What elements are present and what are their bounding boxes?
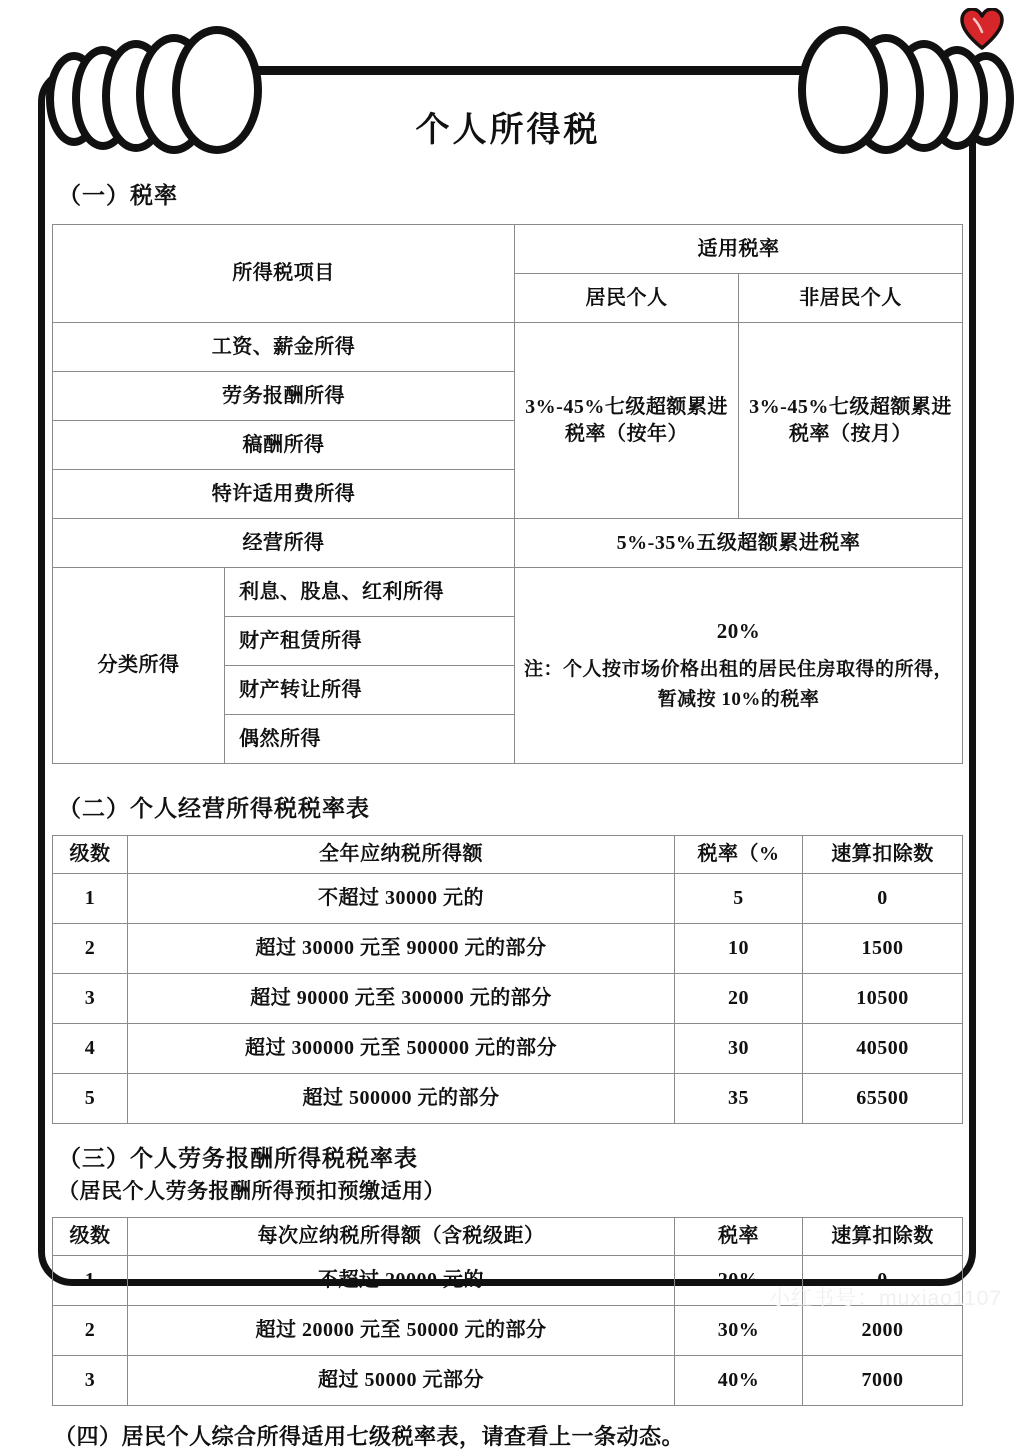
cell-level: 2 [53, 1306, 128, 1356]
col-header-bracket: 每次应纳税所得额（含税级距） [128, 1218, 675, 1256]
cell-deduction: 0 [803, 1256, 963, 1306]
cell-bracket: 不超过 30000 元的 [128, 874, 675, 924]
header-applicable-rate: 适用税率 [515, 225, 963, 274]
table-row [53, 1074, 963, 1124]
watermark-text: 小红书号：muxiao1107 [769, 1287, 1002, 1310]
cell-level: 3 [53, 1356, 128, 1406]
col-header-bracket: 全年应纳税所得额 [128, 836, 675, 874]
table-header-row [53, 836, 963, 874]
cell-level: 4 [53, 1024, 128, 1074]
table-row [53, 874, 963, 924]
cell-deduction: 1500 [803, 924, 963, 974]
table-row [53, 225, 963, 274]
cell-level: 2 [53, 924, 128, 974]
classified-rate-note [515, 568, 963, 764]
classified-item-incidental: 偶然所得 [225, 715, 515, 764]
business-income-rate-table [52, 835, 963, 1124]
cell-rate: 35 [675, 1074, 803, 1124]
cell-bracket: 超过 300000 元至 500000 元的部分 [128, 1024, 675, 1074]
resident-rate-value: 3%-45%七级超额累进税率（按年） [515, 323, 739, 519]
cell-deduction: 7000 [803, 1356, 963, 1406]
classified-item-property-lease: 财产租赁所得 [225, 617, 515, 666]
cell-rate: 10 [675, 924, 803, 974]
section-3-subheading: （居民个人劳务报酬所得预扣预缴适用） [58, 1179, 445, 1203]
cell-level: 1 [53, 1256, 128, 1306]
business-rate-value: 5%-35%五级超额累进税率 [515, 519, 963, 568]
cell-rate: 30% [675, 1306, 803, 1356]
col-header-rate: 税率 [675, 1218, 803, 1256]
income-item-royalty-author: 稿酬所得 [53, 421, 515, 470]
cell-bracket: 超过 50000 元部分 [128, 1356, 675, 1406]
cell-rate: 20% [675, 1256, 803, 1306]
classified-income-group-label: 分类所得 [53, 568, 225, 764]
income-item-franchise: 特许适用费所得 [53, 470, 515, 519]
income-item-salary: 工资、薪金所得 [53, 323, 515, 372]
header-nonresident: 非居民个人 [739, 274, 963, 323]
table-row [53, 568, 963, 617]
cell-deduction: 65500 [803, 1074, 963, 1124]
heart-icon [960, 8, 1004, 50]
classified-rate-note-text: 注：个人按市场价格出租的居民住房取得的所得，暂减按 10%的税率 [523, 658, 953, 711]
page-content [52, 84, 964, 1451]
section-4-note: （四）居民个人综合所得适用七级税率表，请查看上一条动态。 [54, 1424, 685, 1449]
page-title: 个人所得税 [415, 112, 601, 149]
cell-deduction: 10500 [803, 974, 963, 1024]
cell-rate: 40% [675, 1356, 803, 1406]
cell-deduction: 40500 [803, 1024, 963, 1074]
section-2-heading: （二）个人经营所得税税率表 [58, 796, 370, 821]
col-header-level: 级数 [53, 836, 128, 874]
col-header-level: 级数 [53, 1218, 128, 1256]
table-row [53, 323, 963, 372]
header-income-item: 所得税项目 [53, 225, 515, 323]
table-row [53, 924, 963, 974]
section-1-heading: （一）税率 [58, 183, 178, 208]
col-header-rate: 税率（% [675, 836, 803, 874]
table-row [53, 1306, 963, 1356]
cell-level: 3 [53, 974, 128, 1024]
table-row [53, 1024, 963, 1074]
cell-level: 1 [53, 874, 128, 924]
table-row [53, 974, 963, 1024]
section-3-heading: （三）个人劳务报酬所得税税率表 [58, 1146, 418, 1171]
cell-rate: 5 [675, 874, 803, 924]
cell-bracket: 超过 500000 元的部分 [128, 1074, 675, 1124]
cell-bracket: 超过 90000 元至 300000 元的部分 [128, 974, 675, 1024]
classified-item-property-transfer: 财产转让所得 [225, 666, 515, 715]
header-resident: 居民个人 [515, 274, 739, 323]
col-header-deduction: 速算扣除数 [803, 1218, 963, 1256]
income-item-business: 经营所得 [53, 519, 515, 568]
cell-deduction: 2000 [803, 1306, 963, 1356]
table-header-row [53, 1218, 963, 1256]
cell-deduction: 0 [803, 874, 963, 924]
table-row [53, 1356, 963, 1406]
cell-bracket: 不超过 20000 元的 [128, 1256, 675, 1306]
cell-level: 5 [53, 1074, 128, 1124]
tax-rate-overview-table [52, 224, 963, 764]
income-item-labor: 劳务报酬所得 [53, 372, 515, 421]
cell-bracket: 超过 30000 元至 90000 元的部分 [128, 924, 675, 974]
nonresident-rate-value: 3%-45%七级超额累进税率（按月） [739, 323, 963, 519]
cell-bracket: 超过 20000 元至 50000 元的部分 [128, 1306, 675, 1356]
table-row [53, 519, 963, 568]
cell-rate: 30 [675, 1024, 803, 1074]
cell-rate: 20 [675, 974, 803, 1024]
col-header-deduction: 速算扣除数 [803, 836, 963, 874]
classified-rate-value: 20% [716, 619, 761, 644]
classified-item-interest-dividend: 利息、股息、红利所得 [225, 568, 515, 617]
